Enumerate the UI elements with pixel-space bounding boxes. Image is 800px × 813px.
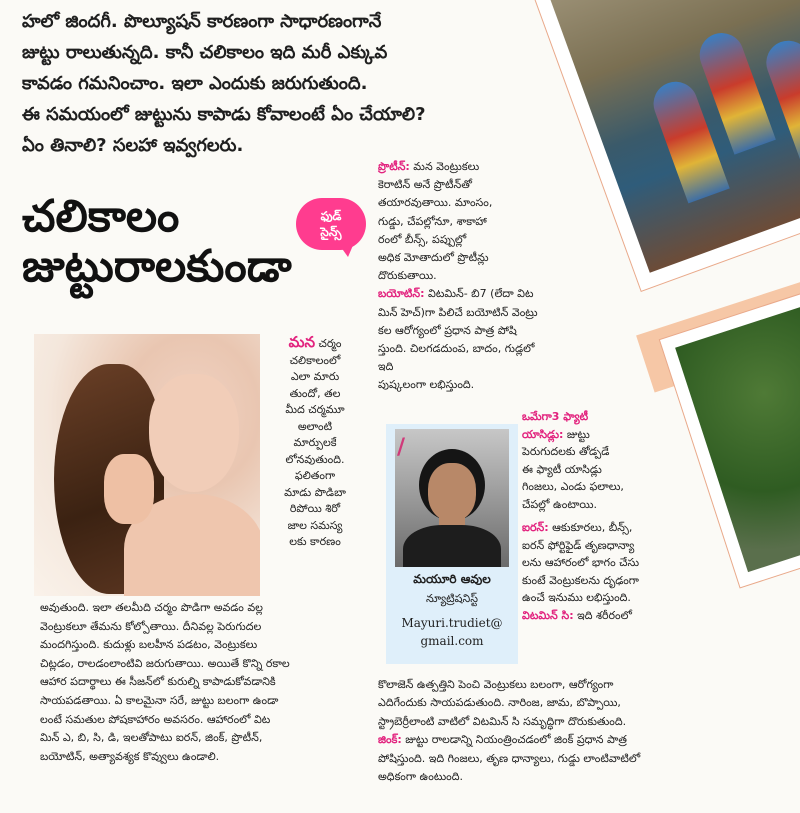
lead-line: ఎలా మారు <box>290 370 340 383</box>
headline-line2: జుట్టురాలకుండా <box>22 241 292 292</box>
body-line: బయోటిన్, అత్యావశ్యక కొవ్వులు ఉండాలి. <box>40 749 220 763</box>
badge-line: ఫుడ్ <box>320 209 342 223</box>
lead-narrow-column <box>266 334 364 551</box>
body-line: వెంట్రుకలూ తేమను కోల్పోతాయి. దీనివల్ల పెరుగుదల <box>40 619 262 633</box>
protein-line: రంలో బీన్స్, పప్పుల్లో <box>378 232 467 246</box>
vitc-line: స్ట్రాబెర్రీలాంటి వాటిలో విటమిన్ సి సమృద్ధిగా దొరుకుతుంది. <box>378 714 627 728</box>
expert-role: న్యూట్రిషనిస్ట్ <box>426 592 478 605</box>
question-line: హలో జిందగీ. పొల్యూషన్ కారణంగా సాధారణంగానే <box>22 11 382 32</box>
omega-line: చేపల్లో ఉంటాయి. <box>522 497 598 511</box>
lead-line: లోనవుతుంది. <box>285 452 345 466</box>
lead-line: చలికాలంలో <box>289 353 341 367</box>
lead-line: తుందో, తల <box>289 386 341 400</box>
question-line: కావడం గమనించాం. ఇలా ఎందుకు జరుగుతుంది. <box>22 73 368 94</box>
omega-line: గింజలు, ఎండు ఫలాలు, <box>522 480 624 493</box>
body-line: ఆహార పదార్థాలు ఈ సీజన్‌లో కురుల్ని కాపాడుకోవడానికి <box>40 675 276 689</box>
vitc-line: కొలాజెన్ ఉత్పత్తిని పెంచి వెంట్రుకలు బలంగా, ఆరోగ్యంగా <box>378 678 614 691</box>
biotin-line: స్తుంది. చిలగడదుంప, బాదం, గుడ్లలో ఇది <box>378 342 535 374</box>
protein-text: మన వెంట్రుకలు <box>409 160 480 173</box>
body-line: సాయపడతాయి. ఏ కాలమైనా సరే, జుట్టు బలంగా ఉండా <box>40 693 279 707</box>
zinc-label: జింక్: <box>378 733 402 747</box>
vitc-text: ఇది శరీరంలో <box>573 608 632 622</box>
omega-line: ఈ ఫ్యాటీ యాసిడ్లు <box>522 462 602 476</box>
question-line: ఈ సమయంలో జుట్టును కాపాడు కోవాలంటే ఏం చేయాలి? <box>22 104 426 125</box>
expert-email: Mayuri.trudiet@ <box>401 616 503 630</box>
iron-line: ఉంచే ఇనుము లభిస్తుంది. <box>522 591 631 604</box>
section-badge <box>296 198 366 250</box>
nutrient-column-right <box>522 408 664 624</box>
protein-label: ప్రొటీన్: <box>378 160 410 173</box>
biotin-line: కల ఆరోగ్యంలో ప్రధాన పాత్ర పోషి <box>378 323 517 337</box>
reader-question <box>22 6 562 161</box>
body-line: మిన్ ఎ, బి, సి, డి, ఇలతోపాటు ఐరన్, జింక్, ప్రొటీన్, <box>40 731 263 745</box>
omega-line: పెరుగుదలకు తోడ్పడే <box>522 445 610 458</box>
expert-email-domain: gmail.com <box>420 634 484 648</box>
lead-line: చర్మం <box>318 337 342 350</box>
model-photo <box>34 334 260 596</box>
omega-label: ఒమేగా3 ఫ్యాటీ <box>522 410 589 423</box>
nutrient-column <box>378 158 544 395</box>
body-line: లంటే సమతుల పోషకాహారం అవసరం. ఆహారంలో విట <box>40 712 271 726</box>
lead-line: ఫలితంగా <box>294 469 336 482</box>
lead-line: అలాంటి <box>297 419 333 433</box>
lead-line: మీద చర్మమూ <box>285 403 345 416</box>
zinc-line: అధికంగా ఉంటుంది. <box>378 770 464 784</box>
zinc-text: జుట్టు రాలడాన్ని నియంత్రించడంలో జింక్ ప్రధాన పాత్ర <box>401 733 627 747</box>
bottom-paragraph <box>378 676 708 786</box>
expert-photo: / <box>395 429 509 567</box>
question-line: జుట్టు రాలుతున్నది. కానీ చలికాలం ఇది మరీ ఎక్కువ <box>22 42 388 63</box>
lead-line: మాడు పొడిబా <box>284 485 346 499</box>
iron-line: ఐరన్ ఫోర్టిఫైడ్ తృణధాన్యా <box>522 538 635 552</box>
biotin-line: మిన్ హెచ్)గా పిలిచే బయోటిన్ వెంట్రు <box>378 305 538 319</box>
iron-label: ఐరన్: <box>522 521 549 534</box>
body-line: చిట్లడం, రాలడంలాంటివి జరుగుతాయి. అయితే కొన్ని రకాల <box>40 656 290 670</box>
lead-line: జాల సమస్య <box>287 518 343 532</box>
body-paragraph <box>40 599 366 766</box>
iron-text: ఆకుకూరలు, బీన్స్, <box>548 521 633 534</box>
vitc-line: ఎదిగేందుకు సాయపడుతుంది. నారింజ, జామ, బొప్పాయి, <box>378 696 621 710</box>
body-line: మందగిస్తుంది. కుదుళ్లు బలహీన పడటం, వెంట్రుకలు <box>40 638 258 652</box>
badge-line: సైన్స్ <box>320 225 342 239</box>
lead-first-word: మన <box>288 333 315 351</box>
badge-tail <box>338 243 354 257</box>
zinc-line: పోషిస్తుంది. ఇది గింజలు, తృణ ధాన్యాలు, గుడ్డు లాంటివాటిలో <box>378 751 641 765</box>
vitc-label: విటమిన్ సి: <box>522 608 574 622</box>
protein-line: కెరాటిన్ అనే ప్రొటీన్‌తో <box>378 178 472 192</box>
protein-line: దొరుకుతాయి. <box>378 269 437 283</box>
headline-line1: చలికాలం <box>22 191 180 242</box>
iron-line: కుంటే వెంట్రుకలను దృఢంగా <box>522 573 639 587</box>
chapel-photo <box>532 0 800 291</box>
lead-line: రిపోయి శిరో <box>289 502 341 515</box>
omega-label-2: యాసిడ్లు: <box>522 427 564 441</box>
lead-line: లకు కారణం <box>289 535 341 548</box>
protein-line: అధిక మోతాదులో ప్రొటీన్లు <box>378 251 489 265</box>
protein-line: తయారవుతాయి. మాంసం, <box>378 196 493 210</box>
biotin-line: పుష్కలంగా లభిస్తుంది. <box>378 378 475 392</box>
biotin-label: బయోటిన్: <box>378 287 425 301</box>
biotin-text: విటమిన్‌- బి7 (లేదా విట <box>424 287 534 301</box>
lead-line: మార్పులకే <box>293 436 337 449</box>
body-line: అవుతుంది. ఇలా తలమీది చర్మం పొడిగా అవడం వల్ల <box>40 601 263 614</box>
question-line: ఏం తినాలి? సలహా ఇవ్వగలరు. <box>22 135 244 156</box>
protein-line: గుడ్డు, చేపల్లోనూ, శాకాహా <box>378 214 487 228</box>
omega-text: జుట్టు <box>563 427 590 441</box>
iron-line: లను ఆహారంలో భాగం చేసు <box>522 556 640 569</box>
expert-name: మయూరి ఆవుల <box>413 572 491 586</box>
